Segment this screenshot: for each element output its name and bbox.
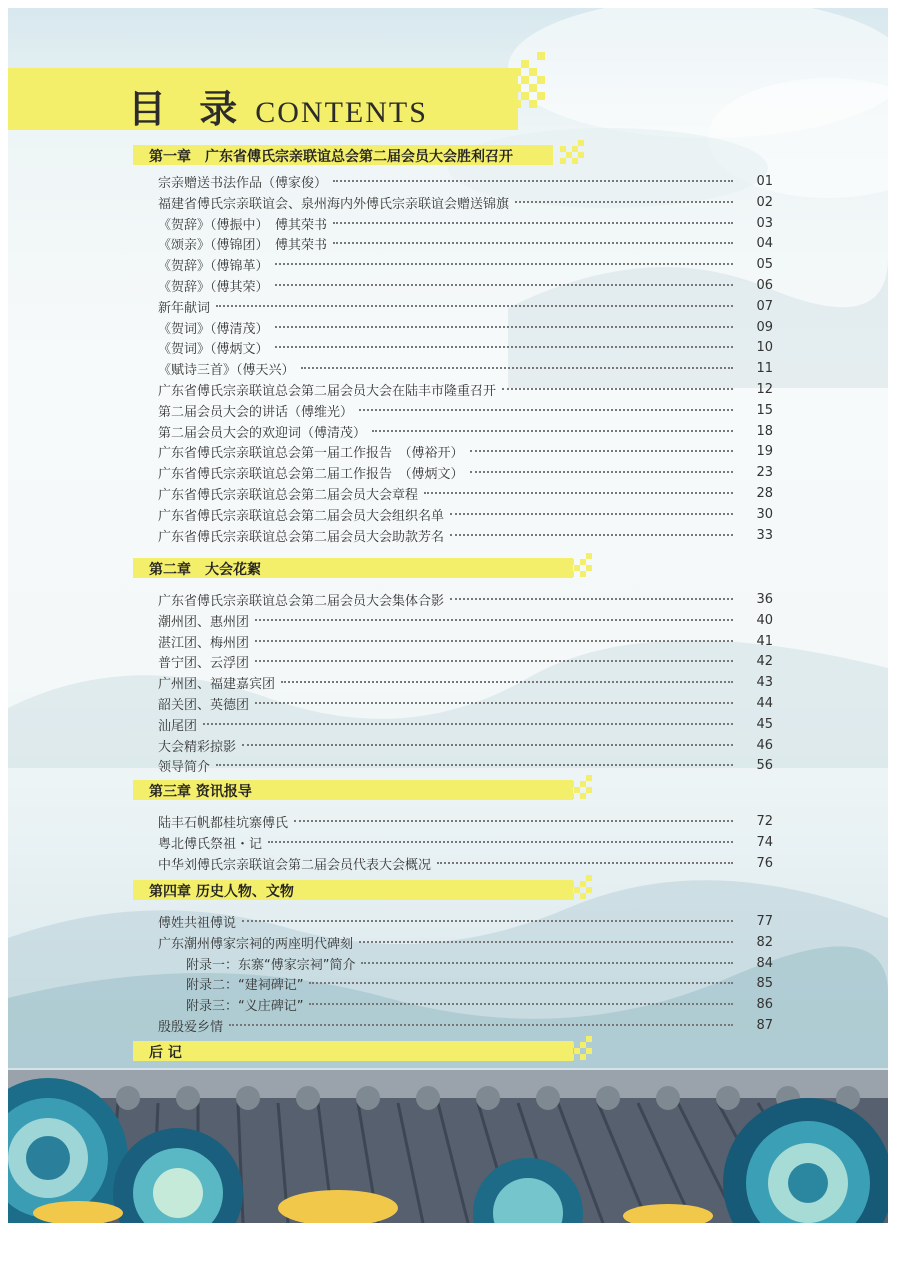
toc-leader-dots	[275, 274, 733, 286]
toc-leader-dots	[361, 952, 733, 964]
toc-entry-page: 82	[756, 934, 773, 950]
toc-entry[interactable]	[158, 316, 773, 336]
toc-entry[interactable]	[158, 993, 773, 1013]
toc-entry-title: 广东省傅氏宗亲联谊总会第二届会员大会组织名单	[158, 508, 445, 524]
toc-entry-page: 56	[756, 758, 773, 774]
toc-entry-title: 广东潮州傅家宗祠的两座明代碑刻	[158, 936, 354, 952]
toc-entry-page: 02	[756, 194, 773, 210]
toc-entry-page: 10	[756, 340, 773, 356]
toc-leader-dots	[359, 399, 733, 411]
toc-entry-title: 《颂亲》（傅锦团） 傅其荣书	[158, 238, 328, 254]
toc-entry-title: 《贺辞》（傅振中） 傅其荣书	[158, 217, 328, 233]
toc-leader-dots	[333, 170, 733, 182]
toc-leader-dots	[216, 295, 733, 307]
chapter-label: 第四章 历史人物、文物	[149, 884, 294, 900]
toc-entry-page: 40	[756, 612, 773, 628]
toc-entry[interactable]	[158, 399, 773, 419]
chapter-heading	[133, 145, 593, 165]
toc-entry-title: 福建省傅氏宗亲联谊会、泉州海内外傅氏宗亲联谊会赠送锦旗	[158, 196, 510, 212]
toc-entry-title: 第二届会员大会的欢迎词（傅清茂）	[158, 425, 367, 441]
checker-decoration	[568, 553, 598, 583]
toc-entry-page: 04	[756, 236, 773, 252]
toc-leader-dots	[275, 336, 733, 348]
toc-entry-title: 《贺词》（傅炳文）	[158, 342, 269, 358]
toc-entry[interactable]	[158, 972, 773, 992]
toc-entry-title: 附录一：东寨“傅家宗祠”简介	[186, 957, 356, 973]
toc-entry[interactable]	[158, 931, 773, 951]
toc-entry-page: 03	[756, 215, 773, 231]
toc-entry-page: 36	[756, 592, 773, 607]
toc-entry[interactable]	[158, 232, 773, 252]
toc-entry-page: 74	[756, 834, 773, 850]
toc-entry[interactable]	[158, 650, 773, 670]
toc-leader-dots	[450, 503, 733, 515]
toc-entry[interactable]	[158, 461, 773, 481]
checker-decoration	[568, 875, 598, 905]
toc-entry-title: 中华刘傅氏宗亲联谊会第二届会员代表大会概况	[158, 857, 432, 873]
toc-entry-title: 粤北傅氏祭祖・记	[158, 836, 263, 852]
toc-leader-dots	[309, 972, 733, 984]
toc-leader-dots	[242, 734, 733, 746]
toc-leader-dots	[255, 609, 733, 621]
toc-entry-page: 87	[756, 1018, 773, 1033]
toc-entry[interactable]	[158, 420, 773, 440]
toc-entry-title: 新年献词	[158, 300, 211, 316]
toc-entry-title: 《贺辞》（傅锦革）	[158, 259, 269, 275]
toc-entry-page: 76	[756, 855, 773, 871]
title-english: CONTENTS	[255, 96, 428, 129]
chapter-heading	[133, 558, 593, 578]
toc-leader-dots	[359, 931, 733, 943]
toc-entry-page: 46	[756, 737, 773, 753]
toc-entry-page: 11	[756, 361, 773, 377]
toc-leader-dots	[268, 831, 733, 843]
toc-entry[interactable]	[158, 357, 773, 377]
toc-entry-page: 05	[756, 257, 773, 273]
toc-leader-dots	[294, 810, 733, 822]
toc-entry-page: 42	[756, 654, 773, 670]
toc-entry-page: 86	[756, 997, 773, 1013]
toc-leader-dots	[255, 650, 733, 662]
toc-entry-title: 广州团、福建嘉宾团	[158, 677, 276, 693]
chapter-band	[133, 1041, 573, 1061]
toc-entry-page: 07	[756, 298, 773, 314]
toc-entry-page: 33	[756, 527, 773, 543]
toc-leader-dots	[437, 852, 733, 864]
toc-entry[interactable]	[158, 831, 773, 851]
chapter-heading	[133, 1041, 593, 1061]
toc-leader-dots	[372, 420, 733, 432]
toc-entry[interactable]	[158, 630, 773, 650]
toc-entry-page: 72	[756, 814, 773, 829]
toc-entry-page: 09	[756, 319, 773, 335]
toc-leader-dots	[203, 713, 733, 725]
toc-entry[interactable]	[158, 1014, 773, 1034]
toc-entry-title: 《贺辞》（傅其荣）	[158, 280, 269, 295]
toc-entry[interactable]	[158, 810, 773, 830]
chapter-label: 第三章 资讯报导	[149, 784, 252, 800]
toc-entry[interactable]	[158, 503, 773, 523]
toc-entry-title: 附录三：“义庄碑记”	[186, 999, 304, 1015]
page-background	[8, 8, 888, 1223]
toc-entry-title: 广东省傅氏宗亲联谊总会第二届会员大会集体合影	[158, 594, 445, 609]
toc-entry-page: 77	[756, 914, 773, 929]
toc-entry-page: 23	[756, 465, 773, 481]
toc-leader-dots	[281, 671, 733, 683]
toc-entry[interactable]	[158, 952, 773, 972]
toc-entry-title: 湛江团、梅州团	[158, 635, 250, 651]
toc-entry-page: 12	[756, 382, 773, 397]
toc-leader-dots	[301, 357, 733, 369]
toc-entry-title: 大会精彩掠影	[158, 739, 237, 755]
checker-decoration	[568, 1036, 598, 1066]
toc-entry-title: 傅姓共祖傅说	[158, 916, 237, 931]
toc-leader-dots	[502, 378, 733, 390]
toc-entry[interactable]	[158, 852, 773, 872]
toc-entry-title: 广东省傅氏宗亲联谊总会第二届会员大会助款芳名	[158, 529, 445, 545]
toc-entry-title: 宗亲赠送书法作品（傅家俊）	[158, 176, 328, 191]
toc-entry-title: 第二届会员大会的讲话（傅维光）	[158, 404, 354, 420]
checker-decoration	[513, 48, 573, 128]
toc-entry-page: 43	[756, 675, 773, 691]
toc-entry[interactable]	[158, 910, 773, 930]
toc-entry-title: 广东省傅氏宗亲联谊总会第一届工作报告 （傅裕开）	[158, 446, 464, 462]
toc-entry-title: 普宁团、云浮团	[158, 656, 250, 672]
toc-leader-dots	[333, 232, 733, 244]
toc-entry[interactable]	[158, 734, 773, 754]
toc-entry[interactable]	[158, 588, 773, 608]
toc-leader-dots	[424, 482, 733, 494]
toc-entry[interactable]	[158, 671, 773, 691]
toc-entry[interactable]	[158, 212, 773, 232]
checker-decoration	[560, 140, 590, 170]
chapter-heading	[133, 780, 593, 800]
toc-leader-dots	[255, 630, 733, 642]
toc-entry-page: 85	[756, 976, 773, 992]
toc-leader-dots	[275, 253, 733, 265]
chapter-heading	[133, 880, 593, 900]
toc-entry[interactable]	[158, 191, 773, 211]
toc-leader-dots	[275, 316, 733, 328]
toc-leader-dots	[255, 692, 733, 704]
toc-entry-page: 15	[756, 402, 773, 418]
toc-leader-dots	[216, 754, 733, 766]
toc-entry-title: 广东省傅氏宗亲联谊总会第二届会员大会章程	[158, 488, 419, 503]
toc-entry-page: 01	[756, 174, 773, 189]
toc-entry-title: 《贺词》（傅清茂）	[158, 321, 269, 337]
toc-entry[interactable]	[158, 295, 773, 315]
toc-entry-title: 韶关团、英德团	[158, 698, 250, 713]
toc-entry-title: 广东省傅氏宗亲联谊总会第二届会员大会在陆丰市隆重召开	[158, 384, 497, 399]
toc-entry-page: 44	[756, 696, 773, 711]
toc-leader-dots	[333, 212, 733, 224]
toc-entry-title: 潮州团、惠州团	[158, 614, 250, 630]
toc-entry[interactable]	[158, 524, 773, 544]
toc-entry-title: 陆丰石帆都桂坑寨傅氏	[158, 816, 289, 831]
toc-entry-page: 41	[756, 633, 773, 649]
toc-leader-dots	[309, 993, 733, 1005]
toc-leader-dots	[450, 524, 733, 536]
toc-entry-title: 汕尾团	[158, 718, 198, 734]
toc-entry-page: 45	[756, 716, 773, 732]
toc-entry-title: 殷殷爱乡情	[158, 1020, 224, 1035]
title-chinese: 目 录	[128, 86, 248, 131]
toc-entry[interactable]	[158, 336, 773, 356]
toc-entry[interactable]	[158, 274, 773, 294]
toc-leader-dots	[470, 461, 733, 473]
toc-entry[interactable]	[158, 713, 773, 733]
checker-decoration	[568, 775, 598, 805]
toc-entry[interactable]	[158, 170, 773, 190]
toc-leader-dots	[450, 588, 733, 600]
toc-entry-page: 18	[756, 423, 773, 439]
toc-leader-dots	[242, 910, 733, 922]
toc-entry-page: 30	[756, 506, 773, 522]
toc-leader-dots	[229, 1014, 733, 1026]
toc-entry-title: 广东省傅氏宗亲联谊总会第二届工作报告 （傅炳文）	[158, 467, 464, 483]
chapter-label: 后 记	[149, 1045, 182, 1061]
toc-entry[interactable]	[158, 482, 773, 502]
toc-entry-title: 《赋诗三首》（傅天兴）	[158, 363, 295, 379]
toc-entry-page: 84	[756, 955, 773, 971]
toc-entry[interactable]	[158, 378, 773, 398]
toc-entry-title: 附录二：“建祠碑记”	[186, 978, 304, 994]
page-title	[128, 78, 428, 133]
toc-leader-dots	[515, 191, 733, 203]
toc-entry[interactable]	[158, 692, 773, 712]
toc-entry[interactable]	[158, 754, 773, 774]
toc-entry[interactable]	[158, 253, 773, 273]
toc-entry[interactable]	[158, 609, 773, 629]
toc-entry-page: 19	[756, 444, 773, 460]
toc-leader-dots	[470, 440, 733, 452]
toc-entry-title: 领导简介	[158, 760, 211, 776]
toc-entry[interactable]	[158, 440, 773, 460]
toc-entry-page: 06	[756, 278, 773, 293]
toc-entry-page: 28	[756, 486, 773, 501]
chapter-label: 第一章 广东省傅氏宗亲联谊总会第二届会员大会胜利召开	[149, 149, 513, 165]
chapter-label: 第二章 大会花絮	[149, 562, 261, 578]
